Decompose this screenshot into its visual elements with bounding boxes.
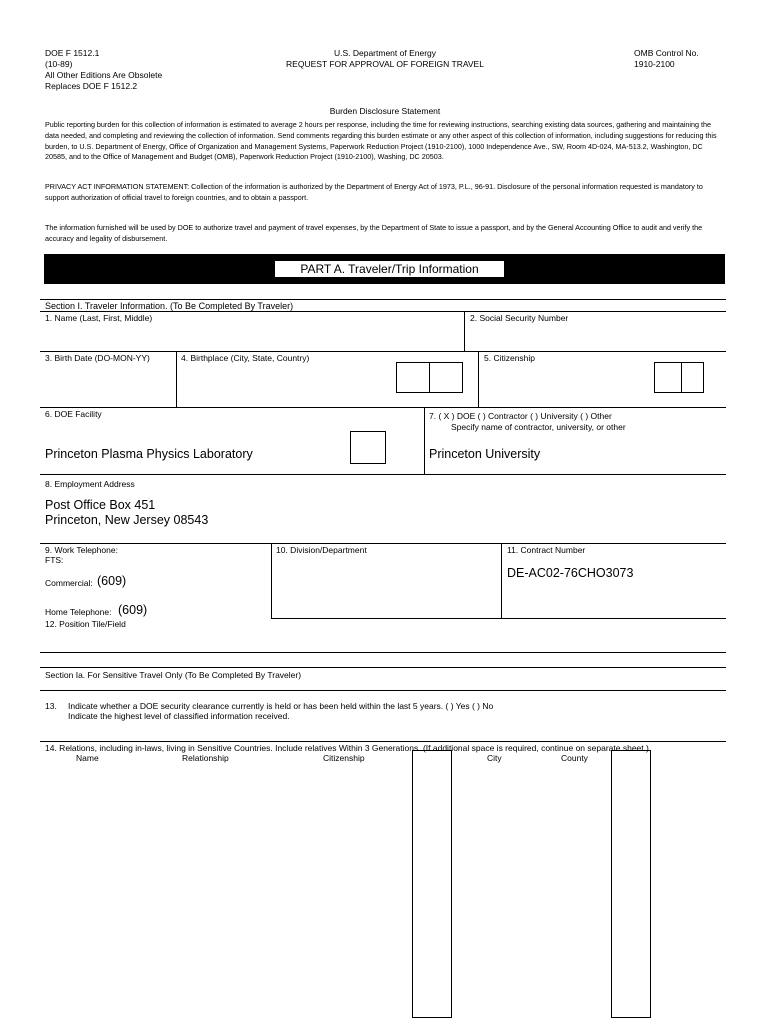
home-telephone-label: Home Telephone: bbox=[45, 607, 112, 617]
divider bbox=[40, 299, 726, 300]
omb-number: 1910-2100 bbox=[634, 59, 675, 69]
checkbox-square[interactable] bbox=[350, 431, 386, 464]
q14-text: 14. Relations, including in-laws, living in Sensitive Countries. Include relatives Within 3 Generations. (If additional space is required, continue on separate sheet.) bbox=[45, 743, 649, 753]
name-label: 1. Name (Last, First, Middle) bbox=[45, 313, 153, 323]
replaces-note: Replaces DOE F 1512.2 bbox=[45, 81, 138, 91]
usage-statement: The information furnished will be used by DOE to authorize travel and payment of travel expenses, by the Department of State to issue a passport, and by the General Accounting Office to audit and verify the accuracy and legality of disbursement. bbox=[45, 223, 703, 243]
divider bbox=[40, 667, 726, 668]
section1-heading: Section I. Traveler Information. (To Be Completed By Traveler) bbox=[45, 301, 294, 311]
column-county-header: County bbox=[561, 753, 588, 763]
divider bbox=[40, 543, 726, 544]
divider bbox=[40, 351, 726, 352]
address-line-1: Post Office Box 451 bbox=[45, 498, 156, 512]
doe-facility-label: 6. DOE Facility bbox=[45, 409, 102, 419]
divider bbox=[40, 741, 726, 742]
division-label: 10. Division/Department bbox=[276, 545, 367, 555]
employment-address-label: 8. Employment Address bbox=[45, 479, 135, 489]
fts-label: FTS: bbox=[45, 555, 64, 565]
birth-date-label: 3. Birth Date (DO-MON-YY) bbox=[45, 353, 150, 363]
divider bbox=[271, 543, 272, 618]
form-title: REQUEST FOR APPROVAL OF FOREIGN TRAVEL bbox=[286, 59, 484, 69]
burden-heading: Burden Disclosure Statement bbox=[329, 106, 441, 116]
birthplace-label: 4. Birthplace (City, State, Country) bbox=[181, 353, 310, 363]
divider bbox=[40, 311, 726, 312]
divider bbox=[501, 543, 502, 618]
divider bbox=[271, 618, 726, 619]
column-relationship-header: Relationship bbox=[182, 753, 229, 763]
divider bbox=[424, 407, 425, 474]
work-telephone-label: 9. Work Telephone: bbox=[45, 545, 118, 555]
position-label: 12. Position Tile/Field bbox=[45, 619, 126, 629]
editions-note: All Other Editions Are Obsolete bbox=[45, 70, 163, 80]
column-citizenship-header: Citizenship bbox=[323, 753, 365, 763]
citizenship-entry-box[interactable] bbox=[412, 750, 452, 1018]
checkbox-square[interactable] bbox=[654, 362, 682, 393]
traveler-type-label: 7. ( X ) DOE ( ) Contractor ( ) University ( ) Other bbox=[429, 411, 612, 421]
divider bbox=[176, 351, 177, 407]
column-name-header: Name bbox=[76, 753, 99, 763]
divider bbox=[464, 311, 465, 351]
name-field[interactable] bbox=[45, 326, 459, 350]
contract-number-label: 11. Contract Number bbox=[507, 545, 586, 555]
commercial-value: (609) bbox=[97, 574, 127, 588]
traveler-type-sub: Specify name of contractor, university, or other bbox=[451, 422, 626, 432]
form-date: (10-89) bbox=[45, 59, 73, 69]
contract-number-value: DE-AC02-76CHO3073 bbox=[507, 566, 634, 580]
divider bbox=[40, 690, 726, 691]
part-a-title: PART A. Traveler/Trip Information bbox=[275, 261, 504, 277]
column-city-header: City bbox=[487, 753, 502, 763]
doe-facility-value: Princeton Plasma Physics Laboratory bbox=[45, 447, 253, 461]
organization-value: Princeton University bbox=[429, 447, 541, 461]
address-line-2: Princeton, New Jersey 08543 bbox=[45, 513, 209, 527]
privacy-statement: PRIVACY ACT INFORMATION STATEMENT: Collection of the information is authorized by the Department of Energy Act of 1973, P.L., 96-91. Disclosure of the personal information requested is mandatory to support authorization of official travel to foreign countries, and to obtain a passport. bbox=[45, 182, 703, 202]
divider bbox=[40, 474, 726, 475]
q13-number: 13. bbox=[45, 701, 57, 711]
divider bbox=[40, 652, 726, 653]
form-number: DOE F 1512.1 bbox=[45, 48, 100, 58]
omb-label: OMB Control No. bbox=[634, 48, 699, 58]
section1a-heading: Section Ia. For Sensitive Travel Only (To Be Completed By Traveler) bbox=[45, 670, 302, 680]
ssn-label: 2. Social Security Number bbox=[470, 313, 569, 323]
q13-text: Indicate whether a DOE security clearance currently is held or has been held within the last 5 years. ( ) Yes ( ) No bbox=[68, 701, 494, 711]
ssn-field[interactable] bbox=[468, 326, 722, 350]
position-field[interactable] bbox=[45, 631, 721, 651]
divider bbox=[478, 351, 479, 407]
citizenship-label: 5. Citizenship bbox=[484, 353, 536, 363]
checkbox-square[interactable] bbox=[681, 362, 704, 393]
checkbox-square[interactable] bbox=[429, 362, 463, 393]
burden-statement: Public reporting burden for this collection of information is estimated to average 2 hours per response, including the time for reviewing instructions, searching existing data sources, gathering and maintaining the data needed, and completing and reviewing the collection of information. Send comments regarding this burden estimate or any other aspect of this collection of information, including suggestions for reducing this burden, to U.S. Department of Energy, Office of Organization and Management Systems, Paperwork Reduction Project (1910-2100), 1000 Independence Ave., SW, Room 4D-024, MA-513.2, Washington, DC 20585, and to the Office of Management and Budget (OMB), Paperwork Reduction Project (1910-2100), Washing, DC 20503. bbox=[45, 120, 717, 162]
checkbox-square[interactable] bbox=[396, 362, 430, 393]
divider bbox=[40, 407, 726, 408]
commercial-label: Commercial: bbox=[45, 578, 93, 588]
q13-subtext: Indicate the highest level of classified information received. bbox=[68, 711, 290, 721]
county-entry-box[interactable] bbox=[611, 750, 651, 1018]
agency-name: U.S. Department of Energy bbox=[333, 48, 437, 58]
home-telephone-value: (609) bbox=[118, 603, 148, 617]
